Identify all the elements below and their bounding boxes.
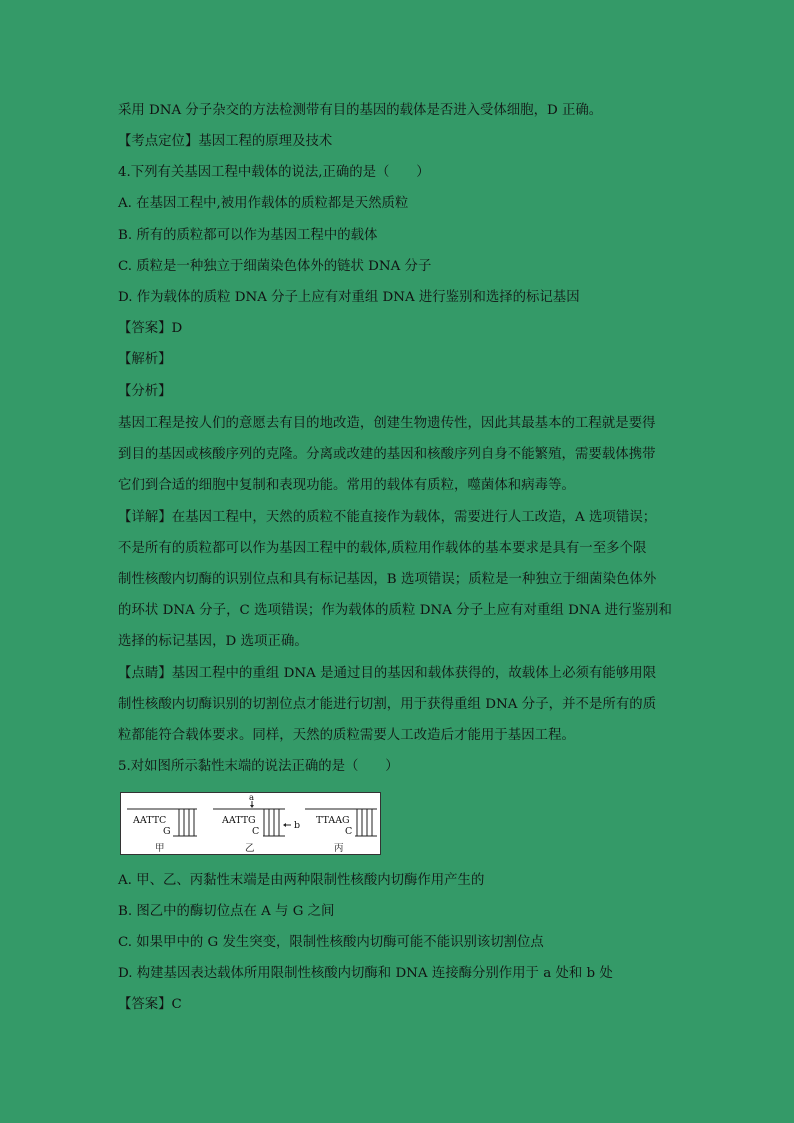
sticky-ends-diagram xyxy=(121,793,380,854)
question-4-tip-paragraph xyxy=(118,658,676,751)
tip-line: 【点睛】基因工程中的重组 DNA 是通过目的基因和载体获得的，故载体上必须有能够用限 xyxy=(118,666,657,681)
question-4-detail-paragraph xyxy=(118,502,676,657)
detail-line: 的环状 DNA 分子，C 选项错误；作为载体的质粒 DNA 分子上应有对重组 DNA 进行鉴别和 xyxy=(118,603,672,618)
question-4-answer: 【答案】D xyxy=(118,321,183,336)
fragment-bing xyxy=(305,809,377,854)
question-5-option-a: A. 甲、乙、丙黏性末端是由两种限制性核酸内切酶作用产生的 xyxy=(118,873,485,888)
yi-label: 乙 xyxy=(245,843,255,854)
bing-top-sequence: TTAAG xyxy=(316,815,350,826)
question-5-stem: 5.对如图所示黏性末端的说法正确的是（ ） xyxy=(118,759,399,774)
bing-label: 丙 xyxy=(334,843,344,854)
detail-line: 不是所有的质粒都可以作为基因工程中的载体,质粒用作载体的基本要求是具有一至多个限 xyxy=(118,541,647,556)
question-4-analysis-heading: 【分析】 xyxy=(118,384,172,399)
detail-line: 选择的标记基因，D 选项正确。 xyxy=(118,634,308,649)
question-5-option-d: D. 构建基因表达载体所用限制性核酸内切酶和 DNA 连接酶分别作用于 a 处和 b 处 xyxy=(118,966,613,981)
question-4-explanation-heading: 【解析】 xyxy=(118,352,172,367)
yi-top-sequence: AATTG xyxy=(222,815,256,826)
yi-bottom-base: C xyxy=(252,826,260,837)
question-4-option-b: B. 所有的质粒都可以作为基因工程中的载体 xyxy=(118,228,378,243)
tip-line: 制性核酸内切酶识别的切割位点才能进行切割，用于获得重组 DNA 分子，并不是所有的质 xyxy=(118,697,657,712)
jia-top-sequence: AATTC xyxy=(133,815,167,826)
bing-bottom-base: C xyxy=(345,826,353,837)
analysis-line: 到目的基因或核酸序列的克隆。分离或改建的基因和核酸序列自身不能繁殖，需要载体携带 xyxy=(118,447,656,462)
detail-line: 【详解】在基因工程中，天然的质粒不能直接作为载体，需要进行人工改造，A 选项错误； xyxy=(118,510,657,525)
fragment-jia xyxy=(127,809,197,854)
text-line-key-point: 【考点定位】基因工程的原理及技术 xyxy=(118,134,333,149)
sticky-ends-figure xyxy=(120,792,381,855)
fragment-yi xyxy=(213,793,300,854)
detail-line: 制性核酸内切酶的识别位点和具有标记基因，B 选项错误；质粒是一种独立于细菌染色体外 xyxy=(118,572,657,587)
question-5-option-b: B. 图乙中的酶切位点在 A 与 G 之间 xyxy=(118,904,335,919)
question-5-option-c: C. 如果甲中的 G 发生突变，限制性核酸内切酶可能不能识别该切割位点 xyxy=(118,935,544,950)
question-4-option-a: A. 在基因工程中,被用作载体的质粒都是天然质粒 xyxy=(118,196,409,211)
question-4-stem: 4.下列有关基因工程中载体的说法,正确的是（ ） xyxy=(118,165,430,180)
question-4-option-c: C. 质粒是一种独立于细菌染色体外的链状 DNA 分子 xyxy=(118,259,432,274)
jia-bottom-base: G xyxy=(163,826,171,837)
question-5-answer: 【答案】C xyxy=(118,997,182,1012)
analysis-line: 基因工程是按人们的意愿去有目的地改造，创建生物遗传性，因此其最基本的工程就是要得 xyxy=(118,416,656,431)
yi-mark-a: a xyxy=(249,793,255,803)
analysis-line: 它们到合适的细胞中复制和表现功能。常用的载体有质粒，噬菌体和病毒等。 xyxy=(118,478,575,493)
question-4-analysis-paragraph xyxy=(118,408,676,501)
yi-mark-b: b xyxy=(294,820,301,831)
jia-label: 甲 xyxy=(155,843,165,854)
text-line-conclusion: 采用 DNA 分子杂交的方法检测带有目的基因的载体是否进入受体细胞，D 正确。 xyxy=(118,103,603,118)
tip-line: 粒都能符合载体要求。同样，天然的质粒需要人工改造后才能用于基因工程。 xyxy=(118,728,575,743)
question-4-option-d: D. 作为载体的质粒 DNA 分子上应有对重组 DNA 进行鉴别和选择的标记基因 xyxy=(118,290,580,305)
